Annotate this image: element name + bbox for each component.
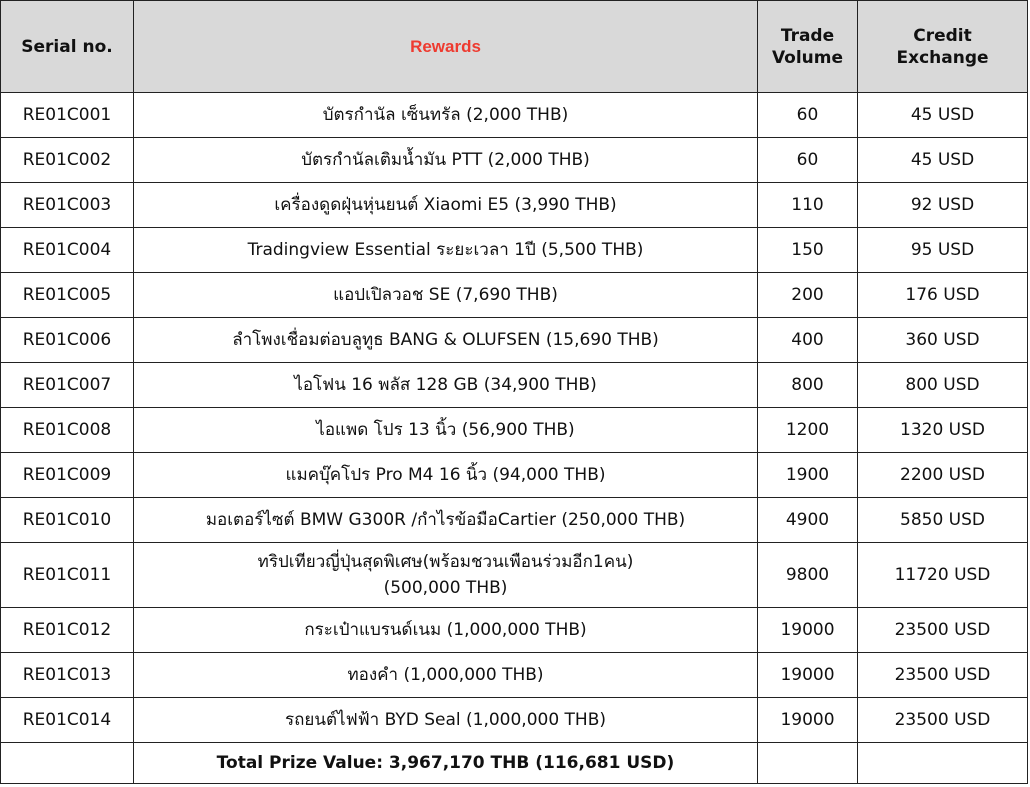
serial-cell: RE01C013 bbox=[1, 653, 134, 698]
trade-header-line2: Volume bbox=[771, 47, 844, 68]
trade-volume-cell: 400 bbox=[758, 318, 858, 363]
credit-exchange-cell: 176 USD bbox=[858, 273, 1028, 318]
item-line2: (500,000 THB) bbox=[383, 578, 508, 598]
trade-volume-cell: 110 bbox=[758, 183, 858, 228]
table-row bbox=[1, 698, 1028, 743]
item-cell: รถยนต์ไฟฟ้า BYD Seal (1,000,000 THB) bbox=[134, 698, 758, 743]
credit-exchange-cell: 45 USD bbox=[858, 138, 1028, 183]
item-cell: มอเตอร์ไซต์ BMW G300R /กำไรข้อมือCartier (250,000 THB) bbox=[134, 498, 758, 543]
serial-cell: RE01C007 bbox=[1, 363, 134, 408]
item-cell: บัตรกำนัล เซ็นทรัล (2,000 THB) bbox=[134, 93, 758, 138]
serial-header: Serial no. bbox=[1, 1, 134, 93]
trade-volume-header bbox=[758, 1, 858, 93]
table-row bbox=[1, 273, 1028, 318]
table-row bbox=[1, 228, 1028, 273]
serial-cell: RE01C010 bbox=[1, 498, 134, 543]
serial-cell: RE01C008 bbox=[1, 408, 134, 453]
trade-volume-cell: 60 bbox=[758, 93, 858, 138]
credit-exchange-cell: 95 USD bbox=[858, 228, 1028, 273]
total-row bbox=[1, 743, 1028, 784]
credit-header-line1: Credit bbox=[913, 25, 972, 46]
item-cell bbox=[134, 543, 758, 608]
serial-cell: RE01C004 bbox=[1, 228, 134, 273]
serial-cell: RE01C009 bbox=[1, 453, 134, 498]
table-row bbox=[1, 363, 1028, 408]
table-row bbox=[1, 318, 1028, 363]
trade-volume-cell: 19000 bbox=[758, 608, 858, 653]
serial-cell: RE01C014 bbox=[1, 698, 134, 743]
table-row bbox=[1, 93, 1028, 138]
trade-volume-cell: 1200 bbox=[758, 408, 858, 453]
credit-exchange-cell: 1320 USD bbox=[858, 408, 1028, 453]
credit-exchange-cell: 800 USD bbox=[858, 363, 1028, 408]
credit-exchange-cell: 23500 USD bbox=[858, 653, 1028, 698]
credit-exchange-cell: 45 USD bbox=[858, 93, 1028, 138]
credit-exchange-cell: 23500 USD bbox=[858, 608, 1028, 653]
item-cell: กระเป๋าแบรนด์เนม (1,000,000 THB) bbox=[134, 608, 758, 653]
trade-volume-cell: 9800 bbox=[758, 543, 858, 608]
credit-exchange-cell: 92 USD bbox=[858, 183, 1028, 228]
table-row bbox=[1, 453, 1028, 498]
serial-cell: RE01C001 bbox=[1, 93, 134, 138]
trade-volume-cell: 200 bbox=[758, 273, 858, 318]
serial-cell: RE01C012 bbox=[1, 608, 134, 653]
item-cell: ทองคำ (1,000,000 THB) bbox=[134, 653, 758, 698]
credit-exchange-cell: 5850 USD bbox=[858, 498, 1028, 543]
table-row bbox=[1, 653, 1028, 698]
table-row bbox=[1, 498, 1028, 543]
trade-volume-cell: 19000 bbox=[758, 653, 858, 698]
item-cell: แมคบุ๊คโปร Pro M4 16 นิ้ว (94,000 THB) bbox=[134, 453, 758, 498]
table-row bbox=[1, 138, 1028, 183]
trade-volume-cell: 19000 bbox=[758, 698, 858, 743]
item-cell: ลำโพงเชื่อมต่อบลูทูธ BANG & OLUFSEN (15,690 THB) bbox=[134, 318, 758, 363]
credit-exchange-cell: 11720 USD bbox=[858, 543, 1028, 608]
item-line1: ทริปเทียวญี่ปุ่นสุดพิเศษ(พร้อมชวนเพือนร่วมอีก1คน) bbox=[257, 552, 634, 572]
trade-volume-cell: 1900 bbox=[758, 453, 858, 498]
total-empty-cell bbox=[1, 743, 134, 784]
item-cell: แอปเปิลวอช SE (7,690 THB) bbox=[134, 273, 758, 318]
header-row bbox=[1, 1, 1028, 93]
serial-cell: RE01C011 bbox=[1, 543, 134, 608]
trade-volume-cell: 60 bbox=[758, 138, 858, 183]
table-row bbox=[1, 543, 1028, 608]
item-cell: ไอแพด โปร 13 นิ้ว (56,900 THB) bbox=[134, 408, 758, 453]
total-empty-cell bbox=[858, 743, 1028, 784]
credit-header-line2: Exchange bbox=[896, 47, 989, 68]
serial-cell: RE01C002 bbox=[1, 138, 134, 183]
credit-exchange-cell: 360 USD bbox=[858, 318, 1028, 363]
credit-exchange-cell: 2200 USD bbox=[858, 453, 1028, 498]
table-row bbox=[1, 408, 1028, 453]
table-row bbox=[1, 608, 1028, 653]
credit-exchange-cell: 23500 USD bbox=[858, 698, 1028, 743]
serial-cell: RE01C003 bbox=[1, 183, 134, 228]
trade-volume-cell: 800 bbox=[758, 363, 858, 408]
table-row bbox=[1, 183, 1028, 228]
serial-cell: RE01C005 bbox=[1, 273, 134, 318]
item-cell: บัตรกำนัลเติมน้ำมัน PTT (2,000 THB) bbox=[134, 138, 758, 183]
item-cell: ไอโฟน 16 พลัส 128 GB (34,900 THB) bbox=[134, 363, 758, 408]
serial-cell: RE01C006 bbox=[1, 318, 134, 363]
total-prize-value: Total Prize Value: 3,967,170 THB (116,681 USD) bbox=[134, 743, 758, 784]
item-cell: เครื่องดูดฝุ่นหุ่นยนต์ Xiaomi E5 (3,990 THB) bbox=[134, 183, 758, 228]
item-cell: Tradingview Essential ระยะเวลา 1ปี (5,500 THB) bbox=[134, 228, 758, 273]
credit-exchange-header bbox=[858, 1, 1028, 93]
trade-volume-cell: 4900 bbox=[758, 498, 858, 543]
trade-volume-cell: 150 bbox=[758, 228, 858, 273]
rewards-title: Rewards bbox=[134, 1, 758, 93]
total-empty-cell bbox=[758, 743, 858, 784]
trade-header-line1: Trade bbox=[780, 25, 835, 46]
